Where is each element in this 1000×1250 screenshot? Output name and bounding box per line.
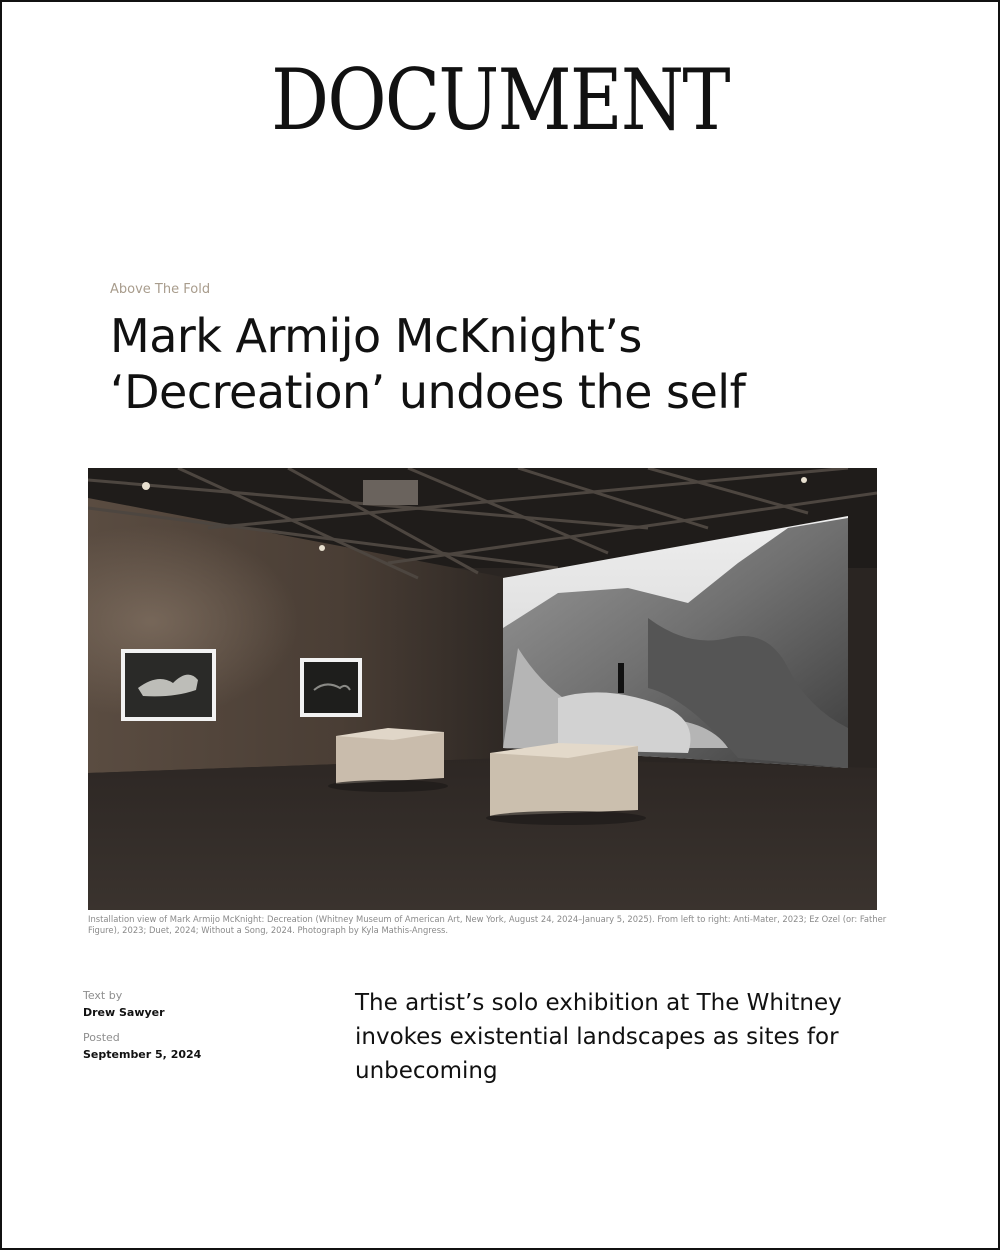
site-logo[interactable]: DOCUMENT [271,51,729,149]
installation-view-photo [88,468,877,910]
article-dek: The artist’s solo exhibition at The Whitney invokes existential landscapes as sites for unbecoming [355,990,842,1084]
author-link[interactable]: Drew Sawyer [83,1006,165,1019]
hero-image [88,468,877,910]
headline-line-1: Mark Armijo McKnight’s [110,309,642,363]
post-date: September 5, 2024 [83,1048,202,1061]
section-kicker[interactable]: Above The Fold [110,282,211,297]
article-headline [110,308,910,420]
article-meta [83,989,303,1073]
image-caption: Installation view of Mark Armijo McKnight: Decreation (Whitney Museum of American Art, New York, August 24, 2024–January 5, 2025). From left to right: Anti-Mater, 2023; Ez Ozel (or: Father Figure), 2023; Duet, 2024; Without a Song, 2024. Photograph by Kyla Mathis-Angress. [88,914,887,935]
text-by-label: Text by [83,989,123,1002]
posted-label: Posted [83,1031,120,1044]
headline-line-2: ‘Decreation’ undoes the self [110,365,746,419]
